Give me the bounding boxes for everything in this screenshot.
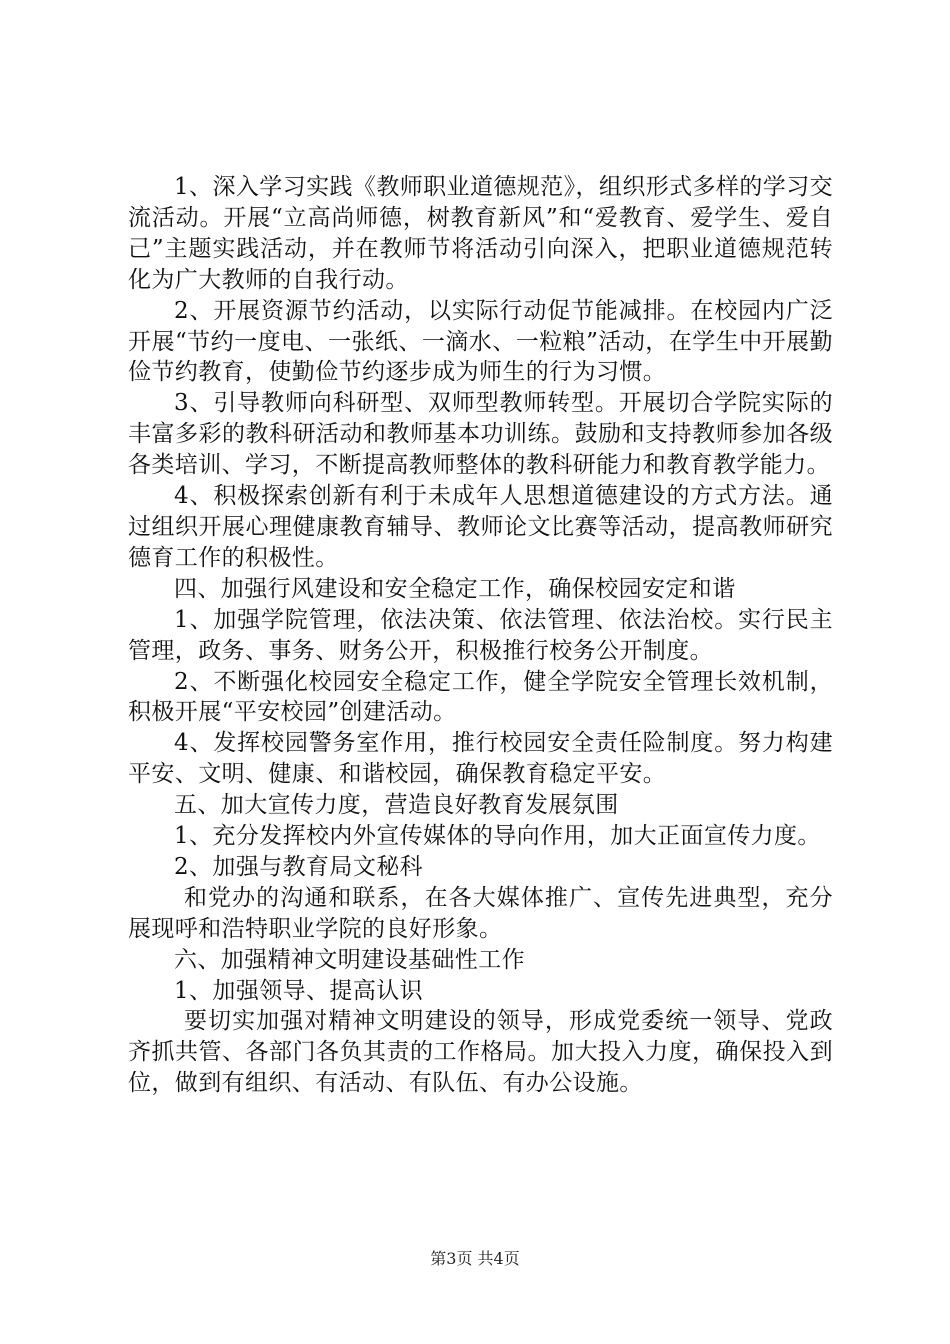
paragraph-item-6: 2、不断强化校园安全稳定工作，健全学院安全管理长效机制，积极开展“平安校园”创建活动。 bbox=[128, 668, 833, 726]
paragraph-item-5: 1、加强学院管理，依法决策、依法管理、依法治校。实行民主管理，政务、事务、财务公开，积极推行校务公开制度。 bbox=[128, 606, 833, 664]
document-body bbox=[128, 172, 833, 1099]
paragraph-item-10: 和党办的沟通和联系，在各大媒体推广、宣传先进典型，充分展现呼和浩特职业学院的良好形象。 bbox=[128, 884, 833, 942]
paragraph-item-7: 4、发挥校园警务室作用，推行校园安全责任险制度。努力构建平安、文明、健康、和谐校园，确保教育稳定平安。 bbox=[128, 730, 833, 788]
paragraph-item-2: 2、开展资源节约活动，以实际行动促节能减排。在校园内广泛开展“节约一度电、一张纸、一滴水、一粒粮”活动，在学生中开展勤俭节约教育，使勤俭节约逐步成为师生的行为习惯。 bbox=[128, 297, 833, 386]
section-heading-5: 五、加大宣传力度，营造良好教育发展氛围 bbox=[174, 792, 619, 819]
section-heading-6: 六、加强精神文明建设基础性工作 bbox=[174, 946, 525, 973]
page-number-footer: 第3页 共4页 bbox=[430, 1249, 520, 1268]
paragraph-item-1: 1、深入学习实践《教师职业道德规范》，组织形式多样的学习交流活动。开展“立高尚师德，树教育新风”和“爱教育、爱学生、爱自己”主题实践活动，并在教师节将活动引向深入，把职业道德规范转化为广大教师的自我行动。 bbox=[128, 174, 833, 293]
paragraph-item-9: 2、加强与教育局文秘科 bbox=[174, 853, 424, 880]
paragraph-item-11: 1、加强领导、提高认识 bbox=[174, 977, 424, 1004]
section-heading-4: 四、加强行风建设和安全稳定工作，确保校园安定和谐 bbox=[174, 575, 736, 602]
paragraph-item-3: 3、引导教师向科研型、双师型教师转型。开展切合学院实际的丰富多彩的教科研活动和教师基本功训练。鼓励和支持教师参加各级各类培训、学习，不断提高教师整体的教科研能力和教育教学能力。 bbox=[128, 390, 833, 479]
paragraph-item-8: 1、充分发挥校内外宣传媒体的导向作用，加大正面宣传力度。 bbox=[174, 823, 821, 850]
paragraph-item-4: 4、积极探索创新有利于未成年人思想道德建设的方式方法。通过组织开展心理健康教育辅导、教师论文比赛等活动，提高教师研究德育工作的积极性。 bbox=[128, 483, 833, 571]
paragraph-item-12: 要切实加强对精神文明建设的领导，形成党委统一领导、党政齐抓共管、各部门各负其责的工作格局。加大投入力度，确保投入到位，做到有组织、有活动、有队伍、有办公设施。 bbox=[128, 1008, 833, 1097]
